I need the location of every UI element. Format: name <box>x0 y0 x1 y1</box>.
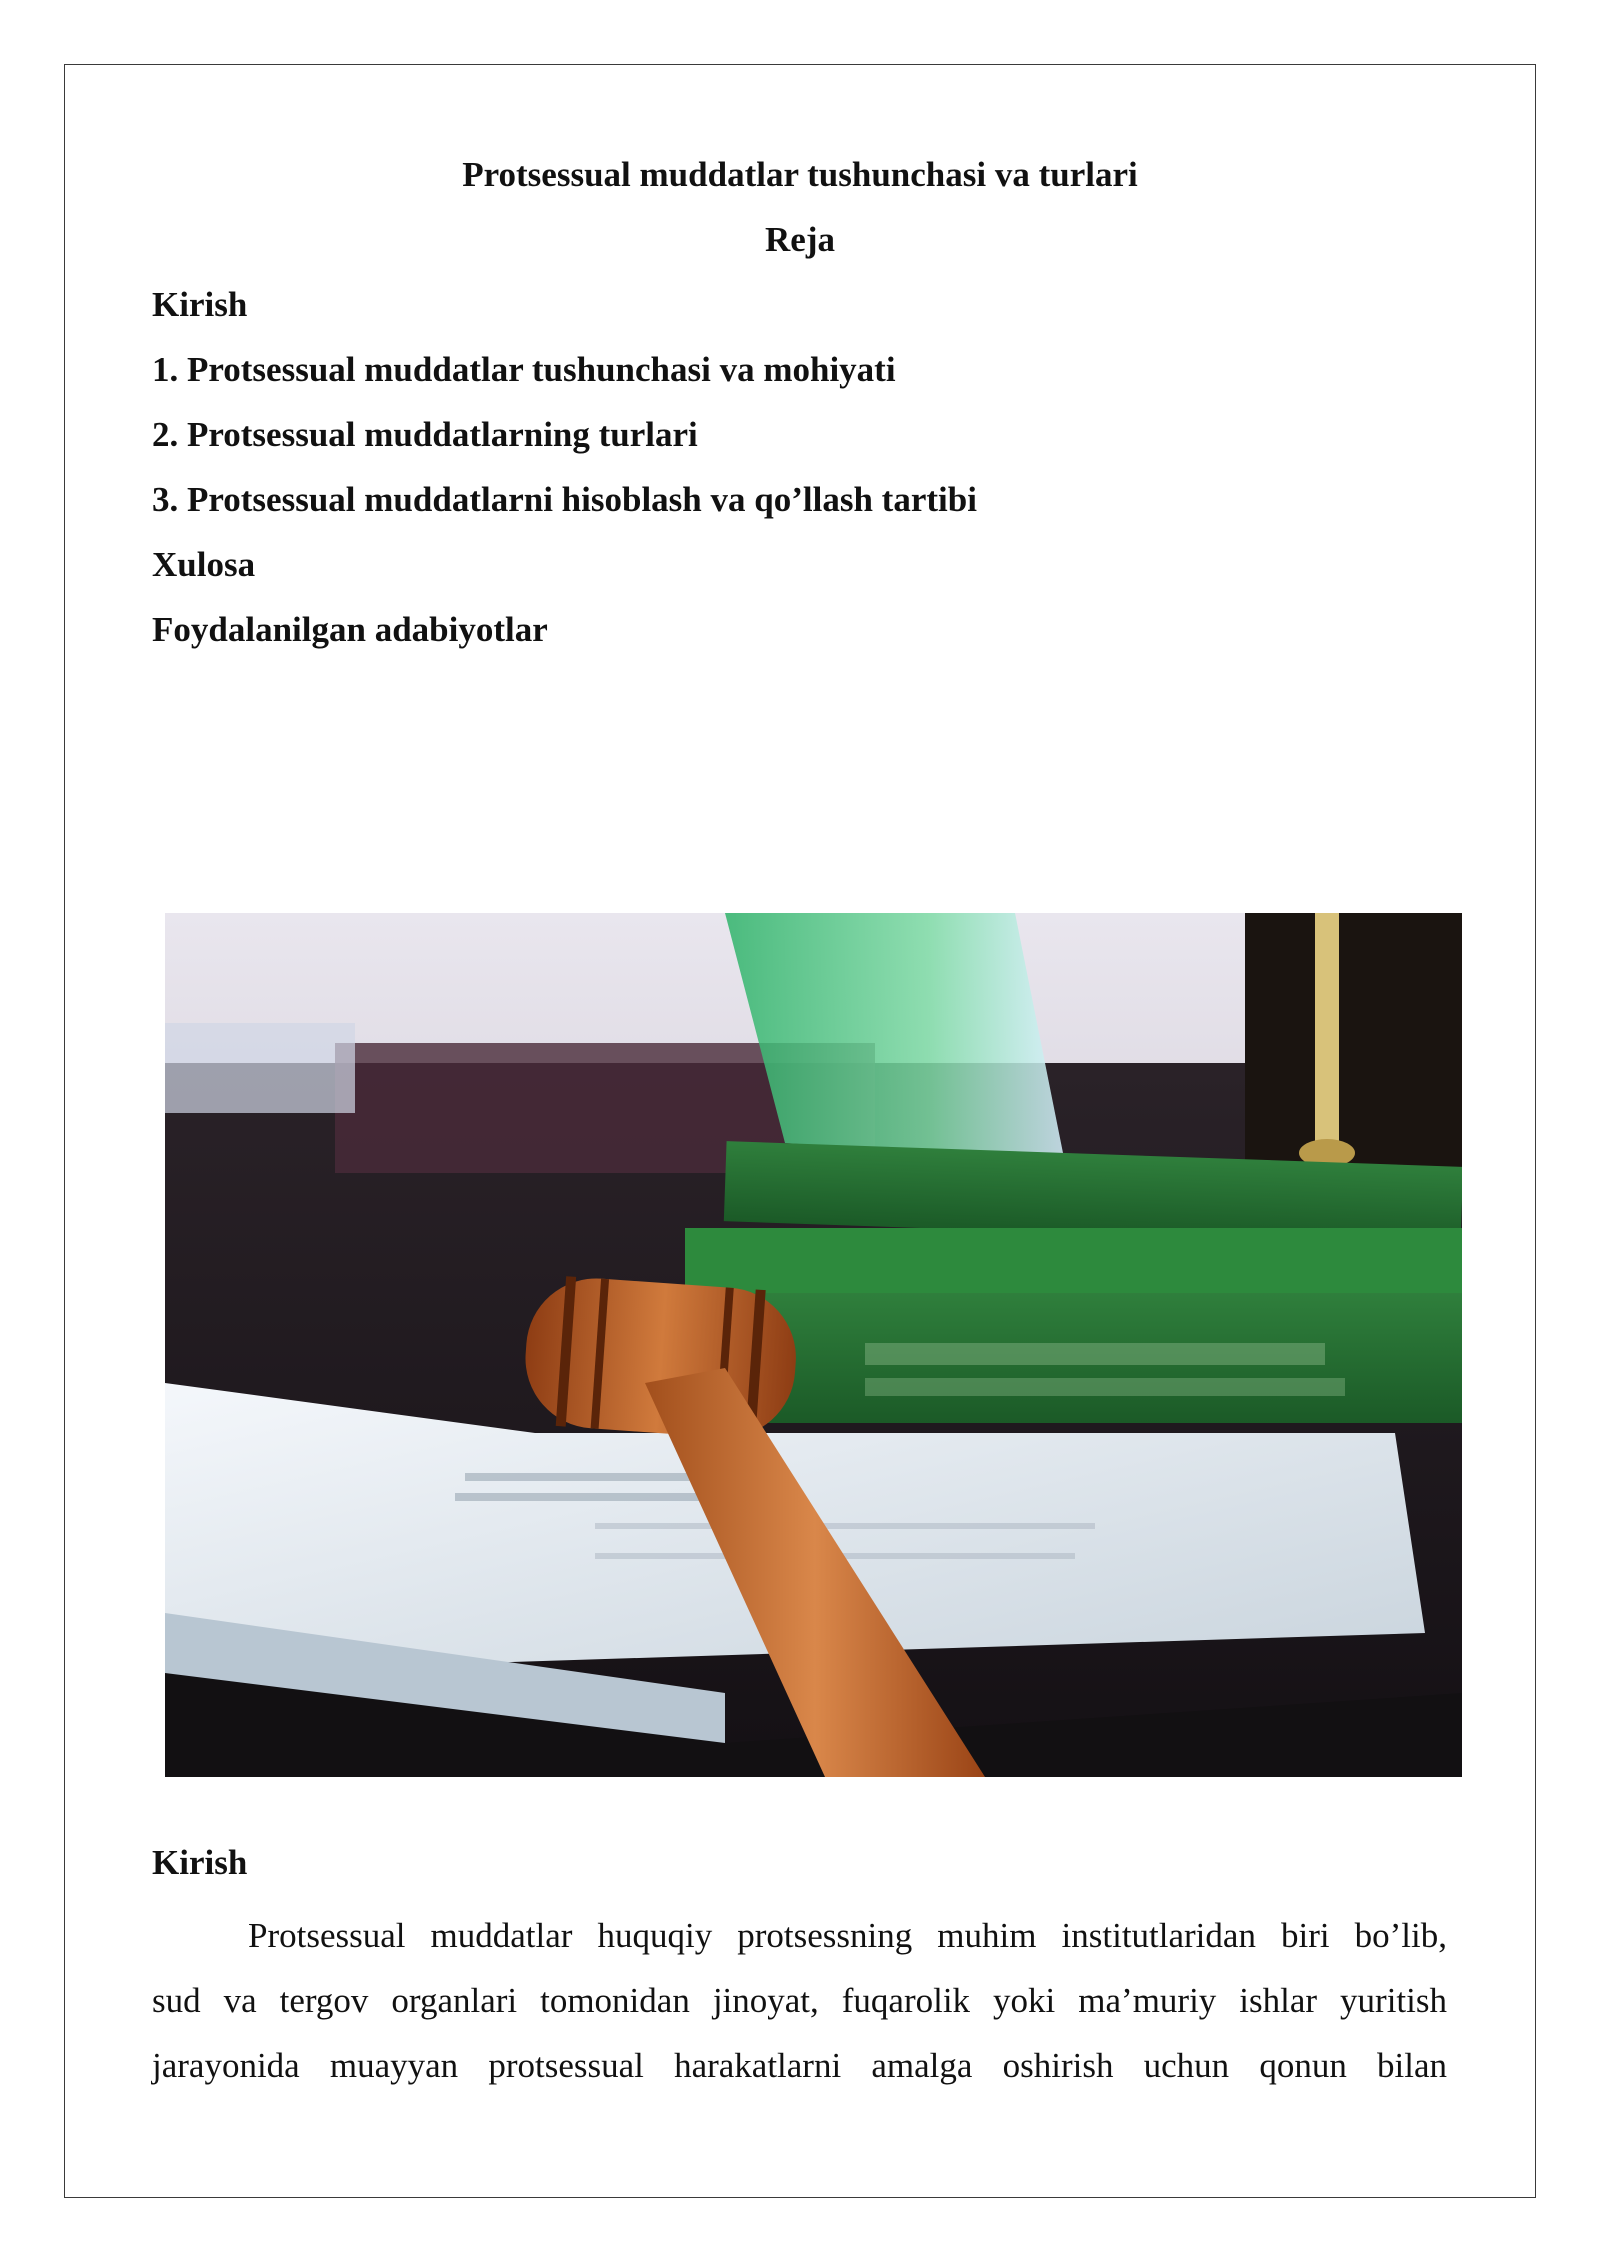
section-heading-introduction: Kirish <box>152 1843 248 1882</box>
plan-item-2: 2. Protsessual muddatlarning turlari <box>152 415 698 454</box>
plan-item-references: Foydalanilgan adabiyotlar <box>152 610 548 649</box>
gavel-illustration <box>165 913 1462 1777</box>
plan-heading: Reja <box>765 220 835 259</box>
paragraph-line: jarayonida muayyan protsessual harakatlarni amalga oshirish uchun qonun bilan <box>152 2046 1447 2085</box>
plan-item-conclusion: Xulosa <box>152 545 256 584</box>
plan-item-introduction: Kirish <box>152 285 248 324</box>
introduction-paragraph <box>152 1903 1447 2098</box>
paragraph-line: sud va tergov organlari tomonidan jinoyat, fuqarolik yoki ma’muriy ishlar yuritish <box>152 1981 1447 2020</box>
document-title: Protsessual muddatlar tushunchasi va turlari <box>462 155 1138 194</box>
gavel-photo <box>165 913 1462 1777</box>
paragraph-line: Protsessual muddatlar huquqiy protsessning muhim institutlaridan biri bo’lib, <box>248 1916 1447 1955</box>
plan-item-3: 3. Protsessual muddatlarni hisoblash va qo’llash tartibi <box>152 480 977 519</box>
plan-item-1: 1. Protsessual muddatlar tushunchasi va mohiyati <box>152 350 896 389</box>
